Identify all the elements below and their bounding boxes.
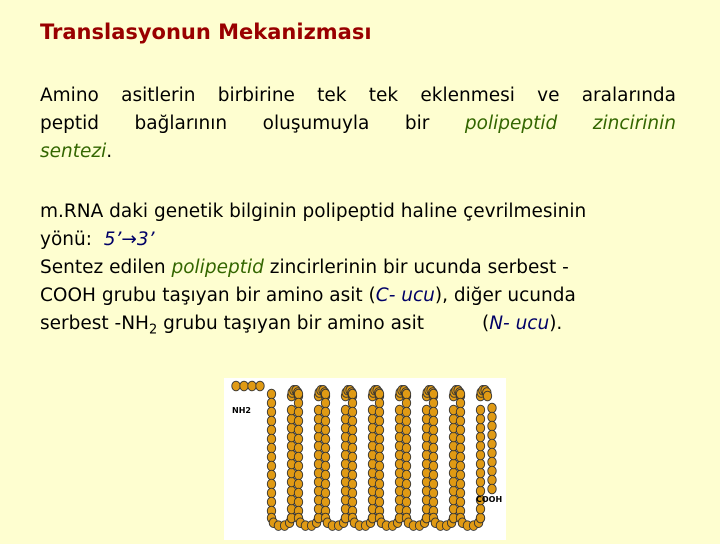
- amino-acid-bead: [488, 439, 496, 449]
- amino-acid-bead: [429, 479, 437, 489]
- amino-acid-bead: [348, 416, 356, 426]
- amino-acid-bead: [402, 434, 410, 444]
- amino-acid-bead: [402, 497, 410, 507]
- amino-acid-bead: [267, 434, 275, 444]
- amino-acid-bead: [267, 425, 275, 435]
- amino-acid-bead: [267, 389, 275, 399]
- amino-acid-bead: [294, 425, 302, 435]
- amino-acid-bead: [476, 459, 484, 469]
- paragraph-line: m.RNA daki genetik bilginin polipeptid haline çevrilmesinin: [40, 201, 587, 222]
- text-plain: (: [481, 313, 490, 334]
- amino-acid-bead: [456, 497, 464, 507]
- amino-acid-bead: [348, 452, 356, 462]
- amino-acid-bead: [488, 421, 496, 431]
- amino-acid-bead: [476, 423, 484, 433]
- amino-acid-bead: [321, 443, 329, 453]
- paragraph-line: Amino asitlerin birbirine tek tek eklenmesi ve aralarında: [40, 85, 676, 106]
- amino-acid-bead: [375, 389, 383, 399]
- amino-acid-bead: [267, 479, 275, 489]
- amino-acid-bead: [429, 443, 437, 453]
- amino-acid-bead: [375, 452, 383, 462]
- amino-acid-bead: [348, 470, 356, 480]
- amino-acid-bead: [476, 414, 484, 424]
- text-plain: serbest -NH: [40, 313, 149, 334]
- amino-acid-bead: [476, 468, 484, 478]
- amino-acid-bead: [321, 497, 329, 507]
- amino-acid-bead: [256, 381, 264, 391]
- paragraph-line: [40, 110, 676, 138]
- cooh-terminus-label: COOH: [476, 495, 503, 504]
- amino-acid-bead: [456, 389, 464, 399]
- amino-acid-bead: [375, 416, 383, 426]
- amino-acid-bead: [429, 497, 437, 507]
- amino-acid-bead: [294, 434, 302, 444]
- text-emphasis: polipeptid zincirinin: [464, 113, 676, 134]
- amino-acid-bead: [456, 488, 464, 498]
- slide-title: Translasyonun Mekanizması: [40, 20, 372, 44]
- amino-acid-bead: [402, 479, 410, 489]
- amino-acid-bead: [321, 416, 329, 426]
- amino-acid-bead: [402, 389, 410, 399]
- amino-acid-bead: [429, 425, 437, 435]
- amino-acid-bead: [348, 479, 356, 489]
- text-plain: COOH grubu taşıyan bir amino asit (: [40, 285, 376, 306]
- amino-acid-bead: [375, 461, 383, 471]
- amino-acid-bead: [321, 488, 329, 498]
- amino-acid-bead: [476, 477, 484, 487]
- amino-acid-bead: [321, 479, 329, 489]
- amino-acid-bead: [402, 488, 410, 498]
- amino-acid-bead: [456, 416, 464, 426]
- text-emphasis: sentezi: [40, 141, 107, 162]
- amino-acid-bead: [294, 470, 302, 480]
- amino-acid-bead: [483, 391, 491, 401]
- amino-acid-bead: [321, 425, 329, 435]
- amino-acid-bead: [456, 461, 464, 471]
- amino-acid-bead: [321, 434, 329, 444]
- amino-acid-bead: [294, 461, 302, 471]
- polypeptide-chain-figure: [224, 378, 506, 540]
- amino-acid-bead: [267, 461, 275, 471]
- c-terminus-label: C- ucu: [375, 285, 435, 306]
- text-plain: zincirlerinin bir ucunda serbest -: [269, 257, 569, 278]
- paragraph-line: [40, 310, 700, 345]
- amino-acid-bead: [321, 407, 329, 417]
- amino-acid-bead: [476, 441, 484, 451]
- amino-acid-bead: [456, 434, 464, 444]
- text-emphasis: polipeptid: [171, 257, 264, 278]
- amino-acid-bead: [267, 470, 275, 480]
- amino-acid-bead: [348, 461, 356, 471]
- text-plain: .: [106, 141, 113, 162]
- amino-acid-bead: [488, 457, 496, 467]
- amino-acid-bead: [375, 443, 383, 453]
- amino-acid-bead: [456, 470, 464, 480]
- amino-acid-bead: [294, 452, 302, 462]
- amino-acid-bead: [402, 416, 410, 426]
- amino-acid-bead: [348, 497, 356, 507]
- amino-acid-bead: [294, 389, 302, 399]
- amino-acid-bead: [294, 479, 302, 489]
- amino-acid-bead: [267, 443, 275, 453]
- paragraph-line: [40, 226, 700, 254]
- amino-acid-bead: [348, 407, 356, 417]
- amino-acid-bead: [429, 461, 437, 471]
- amino-acid-bead: [429, 488, 437, 498]
- amino-acid-bead: [402, 425, 410, 435]
- amino-acid-bead: [402, 470, 410, 480]
- amino-acid-bead: [456, 443, 464, 453]
- amino-acid-bead: [429, 452, 437, 462]
- text-plain: ), diğer ucunda: [434, 285, 576, 306]
- nh2-terminus-label: NH2: [232, 406, 251, 415]
- amino-acid-bead: [375, 398, 383, 408]
- amino-acid-bead: [488, 448, 496, 458]
- amino-acid-bead: [456, 479, 464, 489]
- amino-acid-bead: [429, 398, 437, 408]
- amino-acid-bead: [375, 470, 383, 480]
- amino-acid-bead: [429, 389, 437, 399]
- amino-acid-bead: [267, 416, 275, 426]
- amino-acid-bead: [429, 416, 437, 426]
- text-plain: Sentez edilen: [40, 257, 166, 278]
- amino-acid-bead: [402, 398, 410, 408]
- amino-acid-bead: [321, 461, 329, 471]
- amino-acid-bead: [429, 470, 437, 480]
- amino-acid-bead: [348, 434, 356, 444]
- direction-value: 5’→3’: [103, 229, 155, 250]
- amino-acid-bead: [321, 398, 329, 408]
- amino-acid-bead: [476, 405, 484, 415]
- amino-acid-bead: [488, 466, 496, 476]
- amino-acid-bead: [476, 513, 484, 523]
- amino-acid-bead: [456, 425, 464, 435]
- amino-acid-bead: [375, 434, 383, 444]
- amino-acid-bead: [375, 407, 383, 417]
- amino-acid-bead: [267, 488, 275, 498]
- amino-acid-bead: [402, 452, 410, 462]
- amino-acid-bead: [456, 452, 464, 462]
- paragraph-line: [40, 282, 700, 310]
- amino-acid-beads: [232, 381, 496, 530]
- polypeptide-chain-diagram: [224, 378, 506, 540]
- amino-acid-bead: [232, 381, 240, 391]
- amino-acid-bead: [488, 430, 496, 440]
- amino-acid-bead: [348, 443, 356, 453]
- paragraph-details: [40, 198, 700, 345]
- amino-acid-bead: [429, 407, 437, 417]
- amino-acid-bead: [294, 398, 302, 408]
- amino-acid-bead: [488, 484, 496, 494]
- paragraph-line: [40, 254, 700, 282]
- amino-acid-bead: [402, 461, 410, 471]
- amino-acid-bead: [348, 425, 356, 435]
- amino-acid-bead: [321, 389, 329, 399]
- amino-acid-bead: [429, 434, 437, 444]
- amino-acid-bead: [488, 475, 496, 485]
- amino-acid-bead: [294, 443, 302, 453]
- amino-acid-bead: [248, 381, 256, 391]
- amino-acid-bead: [348, 398, 356, 408]
- subscript: 2: [148, 322, 158, 338]
- amino-acid-bead: [456, 398, 464, 408]
- amino-acid-bead: [321, 452, 329, 462]
- amino-acid-bead: [375, 479, 383, 489]
- amino-acid-bead: [348, 389, 356, 399]
- amino-acid-bead: [267, 452, 275, 462]
- paragraph-definition: [40, 82, 676, 166]
- amino-acid-bead: [476, 450, 484, 460]
- amino-acid-bead: [488, 403, 496, 413]
- amino-acid-bead: [402, 443, 410, 453]
- text-plain: grubu taşıyan bir amino asit: [163, 313, 424, 334]
- paragraph-line: [40, 138, 676, 166]
- amino-acid-bead: [488, 412, 496, 422]
- amino-acid-bead: [294, 497, 302, 507]
- amino-acid-bead: [476, 504, 484, 514]
- amino-acid-bead: [321, 470, 329, 480]
- n-terminus-label: N- ucu: [489, 313, 550, 334]
- amino-acid-bead: [402, 407, 410, 417]
- amino-acid-bead: [375, 488, 383, 498]
- text-plain: peptid bağlarının oluşumuyla bir: [40, 113, 430, 134]
- amino-acid-bead: [294, 488, 302, 498]
- amino-acid-bead: [348, 488, 356, 498]
- amino-acid-bead: [267, 407, 275, 417]
- amino-acid-bead: [294, 416, 302, 426]
- amino-acid-bead: [375, 497, 383, 507]
- amino-acid-bead: [294, 407, 302, 417]
- text-plain: ).: [549, 313, 563, 334]
- amino-acid-bead: [375, 425, 383, 435]
- amino-acid-bead: [240, 381, 248, 391]
- amino-acid-bead: [267, 398, 275, 408]
- amino-acid-bead: [476, 432, 484, 442]
- text-plain: yönü:: [40, 229, 92, 250]
- amino-acid-bead: [267, 497, 275, 507]
- amino-acid-bead: [456, 407, 464, 417]
